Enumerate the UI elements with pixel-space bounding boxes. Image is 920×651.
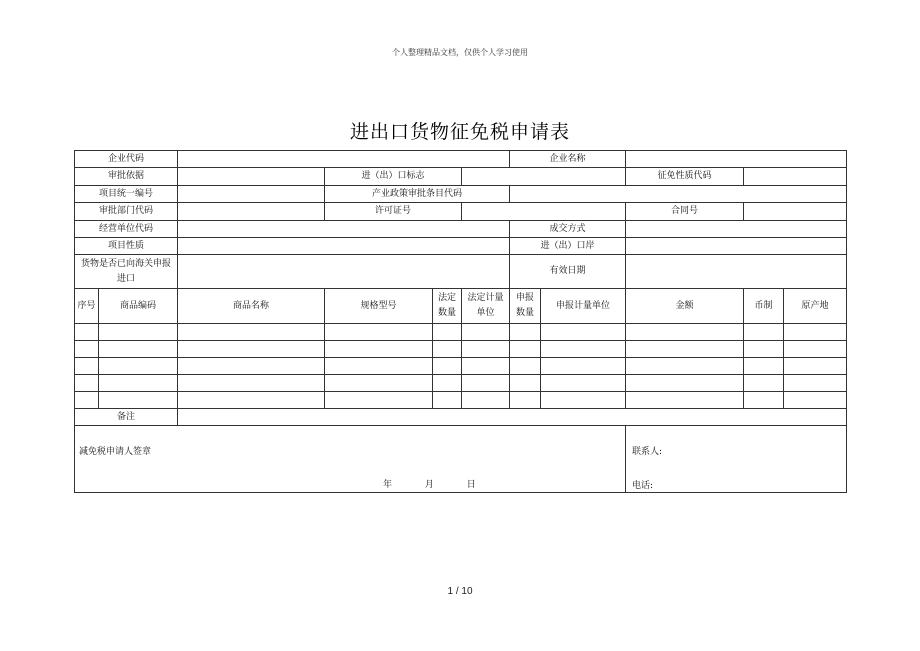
enterprise-name-label: 企业名称: [510, 151, 626, 168]
declared-unit-header: 申报计量单位: [541, 289, 626, 324]
signature-date: [383, 478, 506, 493]
goods-row: [75, 341, 847, 358]
enterprise-name-field[interactable]: [626, 151, 847, 168]
goods-row: [75, 358, 847, 375]
operator-code-field[interactable]: [178, 221, 510, 238]
valid-date-field[interactable]: [626, 255, 847, 289]
goods-header-row: [75, 289, 847, 324]
goods-row: [75, 375, 847, 392]
enterprise-code-label: 企业代码: [75, 151, 178, 168]
import-export-flag-field[interactable]: [462, 168, 626, 186]
approval-dept-code-label: 审批部门代码: [75, 203, 178, 221]
import-export-flag-label: 进（出）口标志: [325, 168, 462, 186]
month-label: 月: [424, 480, 434, 490]
day-label: 日: [466, 480, 476, 490]
commodity-name-header: 商品名称: [178, 289, 325, 324]
row-project-nature: [75, 238, 847, 255]
spec-model-header: 规格型号: [325, 289, 433, 324]
project-number-field[interactable]: [178, 186, 325, 203]
transaction-method-field[interactable]: [626, 221, 847, 238]
approval-basis-label: 审批依据: [75, 168, 178, 186]
tax-nature-code-label: 征免性质代码: [626, 168, 744, 186]
contact-person-label: 联系人:: [632, 447, 663, 457]
row-customs-declared: [75, 255, 847, 289]
commodity-code-header: 商品编码: [99, 289, 178, 324]
applicant-signature-area[interactable]: [75, 426, 626, 493]
remarks-label: 备注: [75, 409, 178, 426]
header-note: 个人整理精品文档，仅供个人学习使用: [392, 48, 528, 57]
license-number-label: 许可证号: [325, 203, 462, 221]
industry-policy-code-label: 产业政策审批条目代码: [325, 186, 510, 203]
port-field[interactable]: [626, 238, 847, 255]
legal-quantity-header: 法定数量: [433, 289, 462, 324]
enterprise-code-field[interactable]: [178, 151, 510, 168]
project-number-label: 项目统一编号: [75, 186, 178, 203]
customs-declared-label: 货物是否已向海关申报进口: [75, 255, 178, 289]
operator-code-label: 经营单位代码: [75, 221, 178, 238]
declared-quantity-header: 申报数量: [510, 289, 541, 324]
page-number: 1 / 10: [447, 586, 473, 597]
goods-row: [75, 392, 847, 409]
customs-declared-field[interactable]: [178, 255, 510, 289]
application-form: [74, 150, 847, 493]
signature-row: [75, 426, 847, 493]
approval-dept-code-field[interactable]: [178, 203, 325, 221]
project-nature-label: 项目性质: [75, 238, 178, 255]
industry-policy-code-field[interactable]: [510, 186, 847, 203]
origin-header: 原产地: [784, 289, 847, 324]
transaction-method-label: 成交方式: [510, 221, 626, 238]
valid-date-label: 有效日期: [510, 255, 626, 289]
approval-basis-field[interactable]: [178, 168, 325, 186]
year-label: 年: [383, 480, 393, 490]
goods-row: [75, 324, 847, 341]
remarks-row: [75, 409, 847, 426]
applicant-signature-label: 减免税申请人签章: [79, 447, 152, 457]
row-approval-basis: [75, 168, 847, 186]
currency-header: 币制: [744, 289, 784, 324]
tax-nature-code-field[interactable]: [744, 168, 847, 186]
row-operator: [75, 221, 847, 238]
project-nature-field[interactable]: [178, 238, 510, 255]
seq-header: 序号: [75, 289, 99, 324]
amount-header: 金额: [626, 289, 744, 324]
row-project-number: [75, 186, 847, 203]
license-number-field[interactable]: [462, 203, 626, 221]
remarks-field[interactable]: [178, 409, 847, 426]
document-title: 进出口货物征免税申请表: [349, 121, 570, 143]
phone-label: 电话:: [632, 481, 654, 491]
row-enterprise: [75, 151, 847, 168]
contact-area[interactable]: [626, 426, 847, 493]
port-label: 进（出）口岸: [510, 238, 626, 255]
contract-number-label: 合同号: [626, 203, 744, 221]
legal-unit-header: 法定计量单位: [462, 289, 510, 324]
contract-number-field[interactable]: [744, 203, 847, 221]
row-approval-dept: [75, 203, 847, 221]
